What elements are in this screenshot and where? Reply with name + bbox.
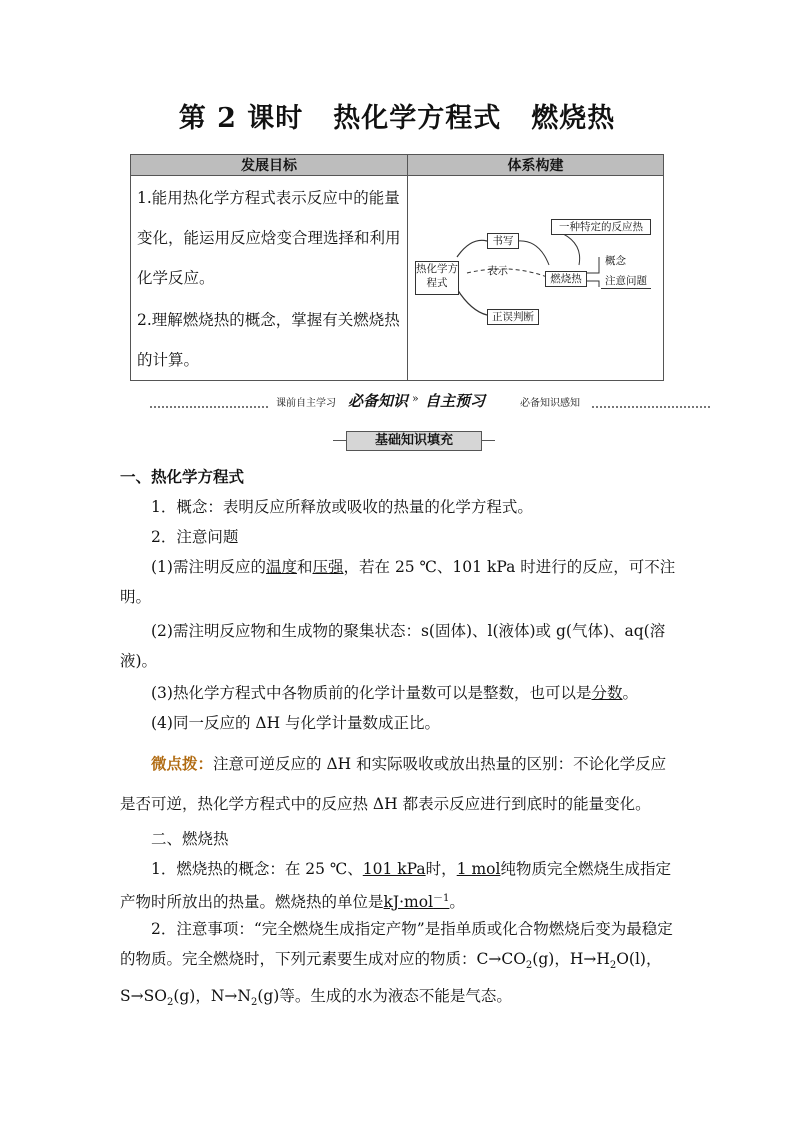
s2-concept-b: 时， (425, 860, 457, 878)
banner-right-text: 必备知识感知 (520, 398, 580, 409)
s1-notes-heading: 2．注意问题 (151, 528, 239, 546)
s2-notes-b: (g)，H→H (532, 950, 610, 968)
tip-text: 注意可逆反应的 ΔH 和实际吸收或放出热量的区别：不论化学反应是否可逆，热化学方程式中的反应热 ΔH 都表示反应进行到底时的能量变化。 (120, 755, 667, 813)
label-concept: 概念 (605, 255, 626, 267)
sub-co2: 2 (525, 960, 533, 972)
s1-note-3-fraction: 分数 (591, 684, 623, 702)
system-header: 体系构建 (408, 155, 664, 176)
sub-so2: 2 (166, 997, 174, 1009)
s1-note-1-a: (1)需注明反应的 (151, 558, 266, 576)
s1-note-3 (120, 678, 680, 708)
section-2-heading: 二、燃烧热 (151, 830, 229, 848)
s2-concept (120, 854, 680, 917)
dotted-line-right (592, 406, 710, 408)
s2-concept-c: 纯物质完全燃烧生成指定产物时所放出的热量。燃烧热的单位是 (120, 860, 671, 912)
s1-note-1 (120, 552, 680, 612)
section-1-heading: 一、热化学方程式 (120, 467, 245, 486)
s1-note-1-temperature: 温度 (265, 558, 297, 576)
lesson-topic-1: 热化学方程式 (333, 103, 502, 134)
s2-unit-base: kJ·mol (383, 893, 434, 912)
s1-note-3-a: (3)热化学方程式中各物质前的化学计量数可以是整数，也可以是 (151, 684, 592, 702)
knowledge-fill-tag: 基础知识填充 (346, 431, 482, 451)
s2-amount: 1 mol (456, 860, 501, 878)
node-judge: 正误判断 (487, 309, 539, 325)
s2-notes-d: (g)，N→N (173, 987, 251, 1006)
s1-concept: 1．概念：表明反应所释放或吸收的热量的化学方程式。 (151, 498, 533, 516)
goal-2: 2.理解燃烧热的概念，掌握有关燃烧热的计算。 (137, 311, 400, 369)
s2-concept-d: 。 (449, 893, 465, 912)
s2-unit-exp: －1 (433, 893, 450, 904)
goals-header: 发展目标 (131, 155, 408, 176)
goals-cell (131, 176, 408, 381)
s2-notes (120, 914, 680, 1018)
s1-note-1-and: 和 (296, 558, 313, 576)
lesson-topic-2: 燃烧热 (531, 103, 616, 134)
s2-unit (384, 893, 450, 911)
lesson-number: 第 2 课时 (178, 103, 304, 134)
node-combustion-heat: 燃烧热 (545, 271, 587, 287)
label-represent: 表示 (487, 265, 508, 277)
sub-h2o: 2 (609, 960, 617, 972)
arrow-icon: » (412, 392, 419, 405)
section-banner (150, 389, 710, 411)
page-title (0, 96, 794, 135)
s1-note-3-b: 。 (622, 684, 638, 702)
banner-title-2: 自主预习 (425, 392, 486, 410)
s1-note-1-b: ，若在 25 ℃、101 kPa 时进行的反应，可不注明。 (120, 558, 676, 606)
dotted-line-left (150, 406, 268, 408)
s2-notes-e: (g)等。生成的水为液态不能是气态。 (257, 987, 512, 1006)
label-notes: 注意问题 (601, 274, 651, 289)
s2-notes-c: O(l)，S→SO (120, 950, 662, 1006)
tip-label: 微点拨： (151, 754, 214, 773)
node-write: 书写 (487, 233, 519, 249)
s1-note-4: (4)同一反应的 ΔH 与化学计量数成正比。 (151, 714, 441, 732)
s1-note-1-pressure: 压强 (312, 558, 344, 576)
s1-tip (120, 744, 680, 824)
s2-pressure: 101 kPa (362, 860, 426, 878)
s2-notes-a: 2．注意事项：“完全燃烧生成指定产物”是指单质或化合物燃烧后变为最稳定的物质。完全燃烧时，下列元素要生成对应的物质：C→CO (120, 920, 673, 968)
banner-left-text: 课前自主学习 (276, 398, 336, 409)
concept-diagram (409, 177, 664, 380)
s1-note-2: (2)需注明反应物和生成物的聚集状态：s(固体)、l(液体)或 g(气体)、aq(溶液)。 (120, 622, 666, 670)
banner-title-1: 必备知识 (348, 392, 409, 410)
node-special-heat: 一种特定的反应热 (551, 219, 651, 235)
node-equation: 热化学方程式 (415, 261, 459, 295)
s2-concept-a: 1．燃烧热的概念：在 25 ℃、 (151, 860, 363, 878)
sub-n2: 2 (250, 997, 258, 1009)
goal-1: 1.能用热化学方程式表示反应中的能量变化，能运用反应焓变合理选择和利用化学反应。 (137, 189, 401, 287)
